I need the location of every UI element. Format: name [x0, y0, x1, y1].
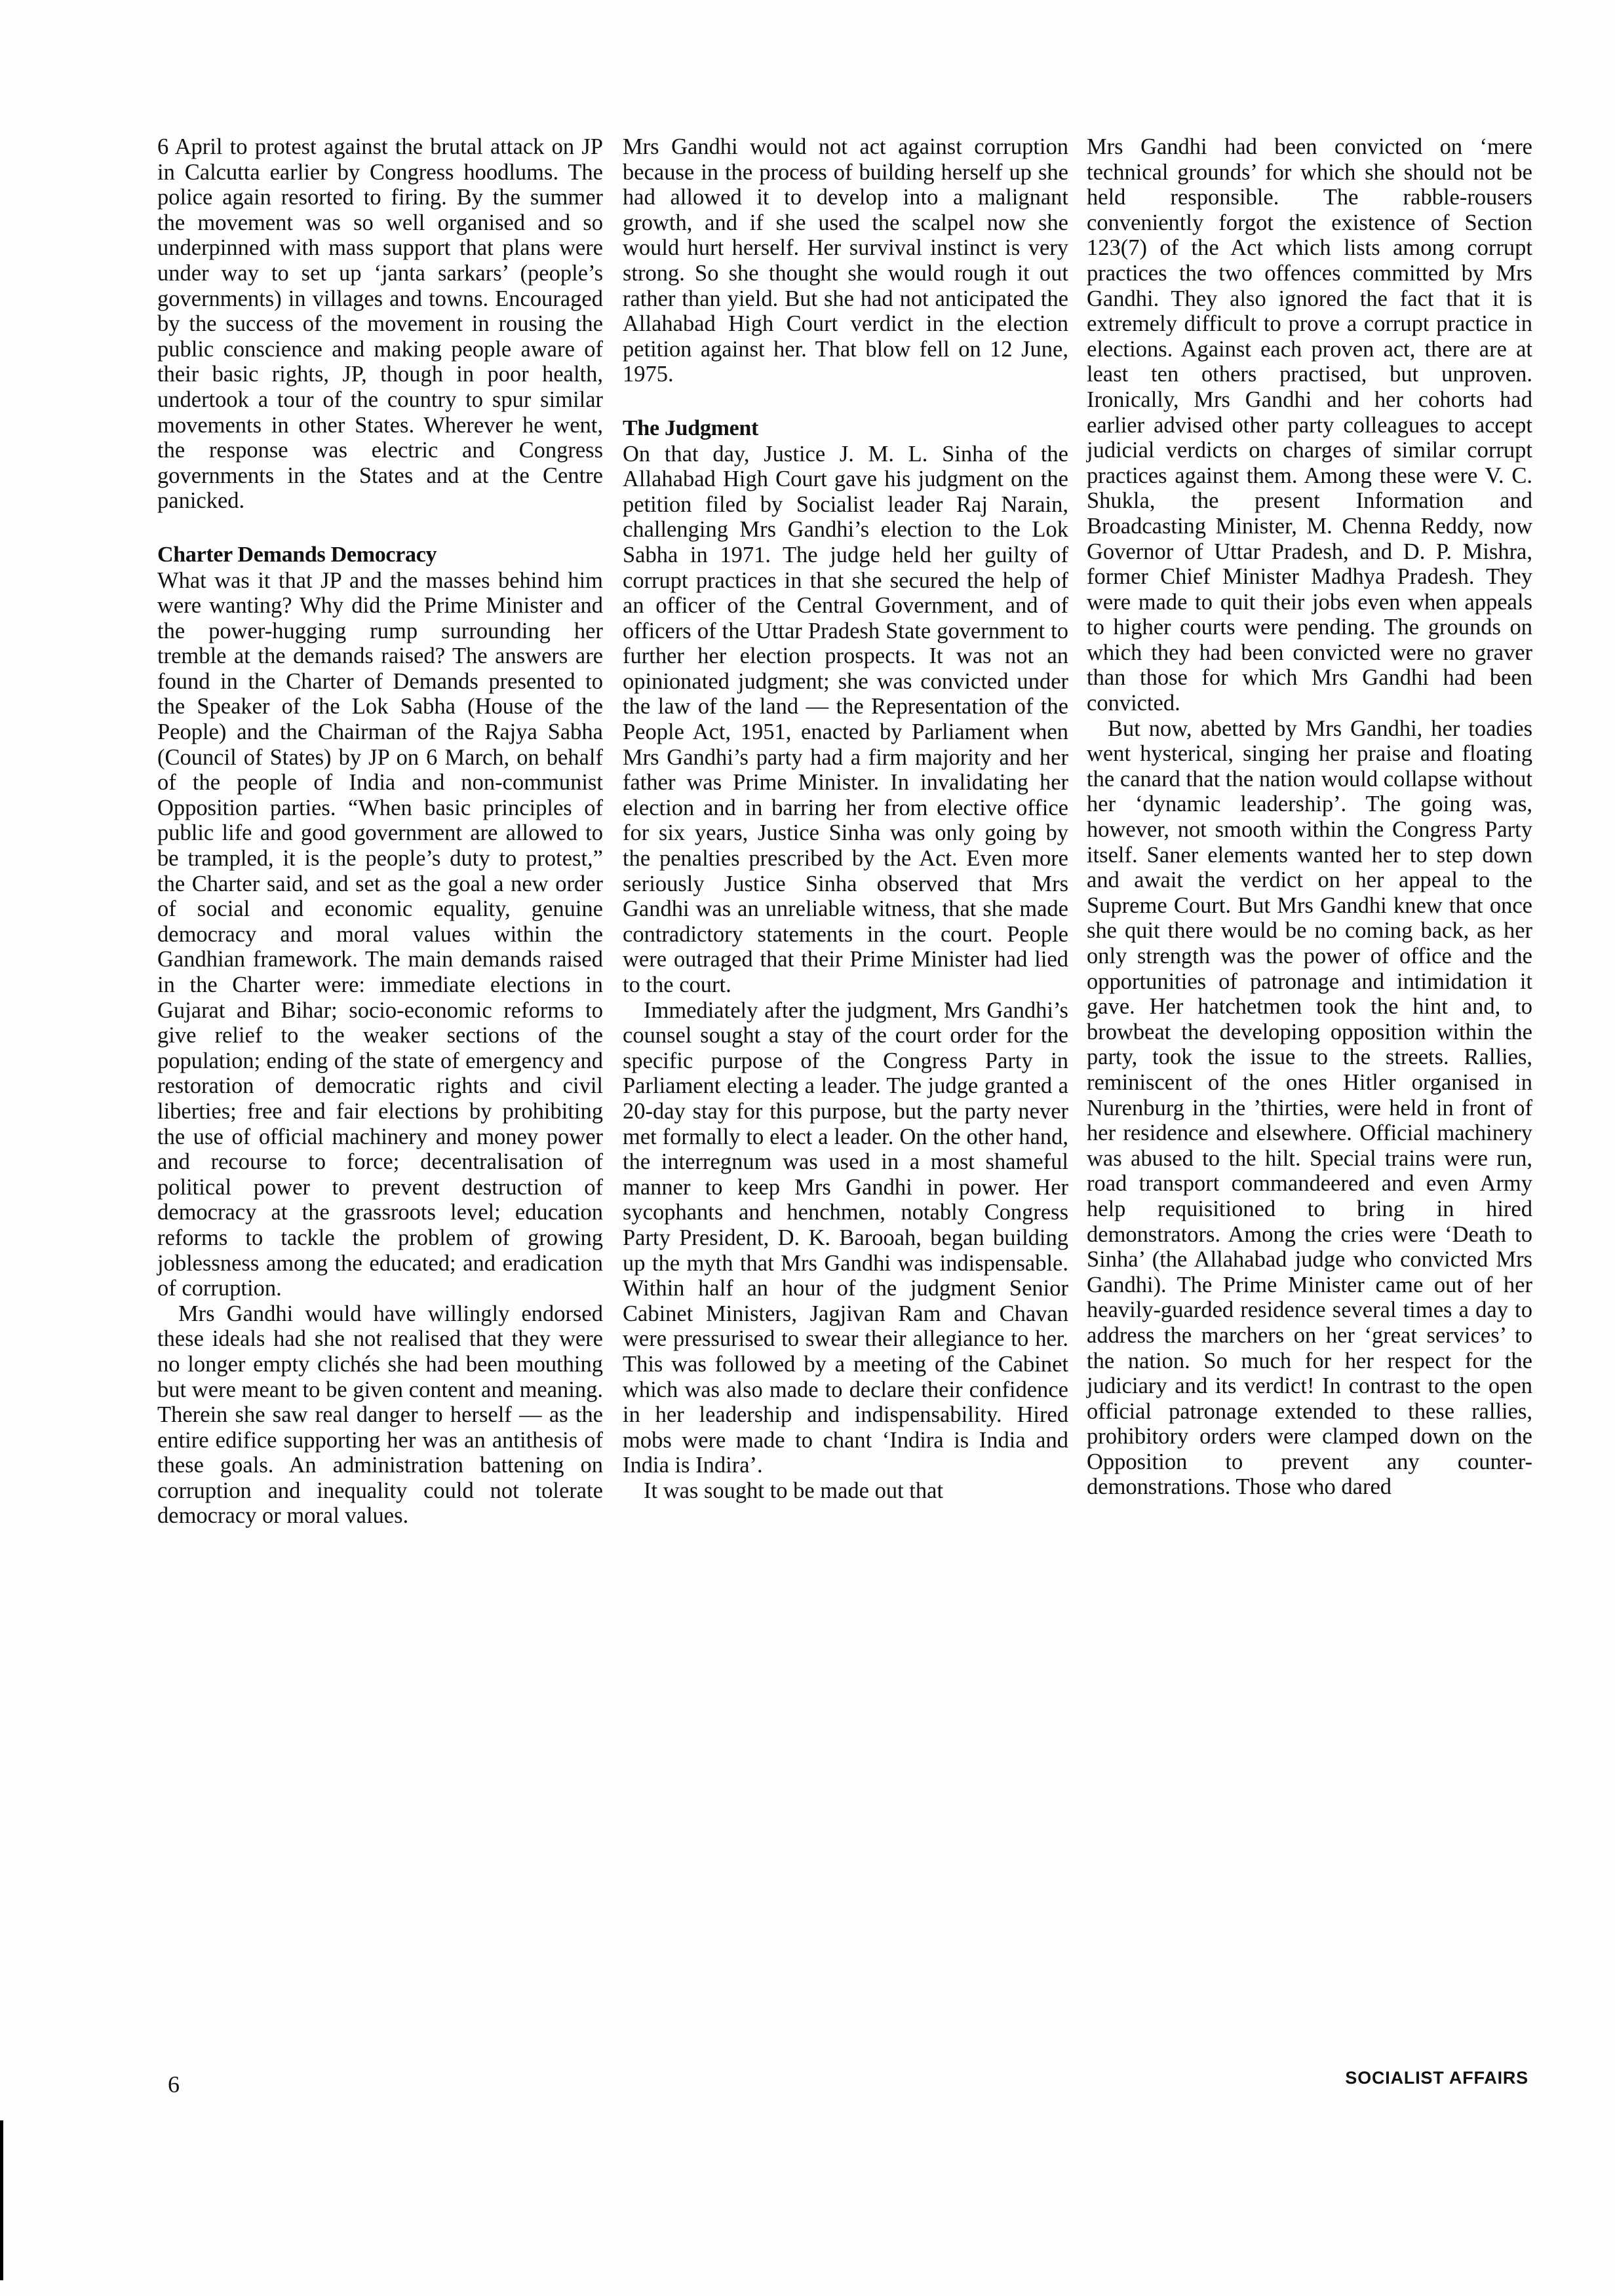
paragraph: But now, abetted by Mrs Gandhi, her toadies went hysterical, singing her praise and floating the canard that the nation would collapse without her ‘dynamic leadership’. The going was, however, not smooth within the Congress Party itself. Saner elements wanted her to step down and await the verdict on her appeal to the Supreme Court. But Mrs Gandhi knew that once she quit there would be no coming back, as her only strength was the power of office and the opportunities of patronage and intimidation it gave. Her hatchetmen took the hint and, to browbeat the developing opposition within the party, took the issue to the streets. Rallies, reminiscent of the ones Hitler organised in Nurenburg in the ’thirties, were held in front of her residence and elsewhere. Official machinery was abused to the hilt. Special trains were run, road transport commandeered and even Army help requisitioned to bring in hired demonstrators. Among the cries were ‘Death to Sinha’ (the Allahabad judge who convicted Mrs Gandhi). The Prime Minister came out of her heavily-guarded residence several times a day to address the marchers on her ‘great services’ to the nation. So much for her respect for the judiciary and its verdict! In contrast to the open official patronage extended to these rallies, prohibitory orders were clamped down on the Opposition to prevent any counter-demonstrations. Those who dared [1087, 716, 1532, 1500]
paragraph: Mrs Gandhi had been convicted on ‘mere technical grounds’ for which she should not be held responsible. The rabble-rousers conveniently forgot the existence of Section 123(7) of the Act which lists among corrupt practices the two offences committed by Mrs Gandhi. They also ignored the fact that it is extremely difficult to prove a corrupt practice in elections. Against each proven act, there are at least ten others practised, but unproven. Ironically, Mrs Gandhi and her cohorts had earlier advised other party colleagues to accept judicial verdicts on charges of similar corrupt practices against them. Among these were V. C. Shukla, the present Information and Broadcasting Minister, M. Chenna Reddy, now Governor of Uttar Pradesh, and D. P. Mishra, former Chief Minister Madhya Pradesh. They were made to quit their jobs even when appeals to higher courts were pending. The grounds on which they had been convicted were no graver than those for which Mrs Gandhi had been convicted. [1087, 134, 1532, 716]
article-column-2 [623, 134, 1068, 1503]
paragraph: Immediately after the judgment, Mrs Gandhi’s counsel sought a stay of the court order for the specific purpose of the Congress Party in Parliament electing a leader. The judge granted a 20-day stay for this purpose, but the party never met formally to elect a leader. On the other hand, the interregnum was used in a most shameful manner to keep Mrs Gandhi in power. Her sycophants and henchmen, notably Congress Party President, D. K. Barooah, began building up the myth that Mrs Gandhi was indispensable. Within half an hour of the judgment Senior Cabinet Ministers, Jagjivan Ram and Chavan were pressurised to swear their allegiance to her. This was followed by a meeting of the Cabinet which was also made to declare their confidence in her leadership and indispensability. Hired mobs were made to chant ‘Indira is India and India is Indira’. [623, 997, 1068, 1478]
section-heading: Charter Demands Democracy [157, 542, 437, 567]
article-column-1 [157, 134, 603, 1529]
scan-edge-mark [0, 2120, 3, 2280]
paragraph: It was sought to be made out that [644, 1478, 944, 1503]
paragraph: 6 April to protest against the brutal attack on JP in Calcutta earlier by Congress hoodlums. The police again resorted to firing. By the summer the movement was so well organised and so underpinned with mass support that plans were under way to set up ‘janta sarkars’ (people’s governments) in villages and towns. Encouraged by the success of the movement in rousing the public conscience and making people aware of their basic rights, JP, though in poor health, undertook a tour of the country to spur similar movements in other States. Wherever he went, the response was electric and Congress governments in the States and at the Centre panicked. [157, 134, 603, 514]
page-footer [0, 2064, 1615, 2103]
paragraph: What was it that JP and the masses behind him were wanting? Why did the Prime Minister and the power-hugging rump surrounding her tremble at the demands raised? The answers are found in the Charter of Demands presented to the Speaker of the Lok Sabha (House of the People) and the Chairman of the Rajya Sabha (Council of States) by JP on 6 March, on behalf of the people of India and non-communist Opposition parties. “When basic principles of public life and good government are allowed to be trampled, it is the people’s duty to protest,” the Charter said, and set as the goal a new order of social and economic equality, genuine democracy and moral values within the Gandhian framework. The main demands raised in the Charter were: immediate elections in Gujarat and Bihar; socio-economic reforms to give relief to the weaker sections of the population; ending of the state of emergency and restoration of democratic rights and civil liberties; free and fair elections by prohibiting the use of official machinery and money power and recourse to force; decentralisation of political power to prevent destruction of democracy at the grassroots level; education reforms to tackle the problem of growing joblessness among the educated; and eradication of corruption. [157, 567, 603, 1301]
journal-name: SOCIALIST AFFAIRS [1345, 2068, 1528, 2088]
paragraph: On that day, Justice J. M. L. Sinha of the Allahabad High Court gave his judgment on the petition filed by Socialist leader Raj Narain, challenging Mrs Gandhi’s election to the Lok Sabha in 1971. The judge held her guilty of corrupt practices in that she secured the help of an officer of the Central Government, and of officers of the Uttar Pradesh State government to further her election prospects. It was not an opinionated judgment; she was convicted under the law of the land — the Representation of the People Act, 1951, enacted by Parliament when Mrs Gandhi’s party had a firm majority and her father was Prime Minister. In invalidating her election and in barring her from elective office for six years, Justice Sinha was only going by the penalties prescribed by the Act. Even more seriously Justice Sinha observed that Mrs Gandhi was an unreliable witness, that she made contradictory statements in the court. People were outraged that their Prime Minister had lied to the court. [623, 441, 1068, 997]
section-heading: The Judgment [623, 415, 759, 440]
page-number: 6 [168, 2071, 180, 2097]
paragraph: Mrs Gandhi would have willingly endorsed these ideals had she not realised that they were no longer empty clichés she had been mouthing but were meant to be given content and meaning. Therein she saw real danger to herself — as the entire edifice supporting her was an antithesis of these goals. An administration battening on corruption and inequality could not tolerate democracy or moral values. [157, 1301, 603, 1529]
article-column-3 [1087, 134, 1532, 1500]
paragraph: Mrs Gandhi would not act against corruption because in the process of building herself up she had allowed it to develop into a malignant growth, and if she used the scalpel now she would hurt herself. Her survival instinct is very strong. So she thought she would rough it out rather than yield. But she had not anticipated the Allahabad High Court verdict in the election petition against her. That blow fell on 12 June, 1975. [623, 134, 1068, 387]
